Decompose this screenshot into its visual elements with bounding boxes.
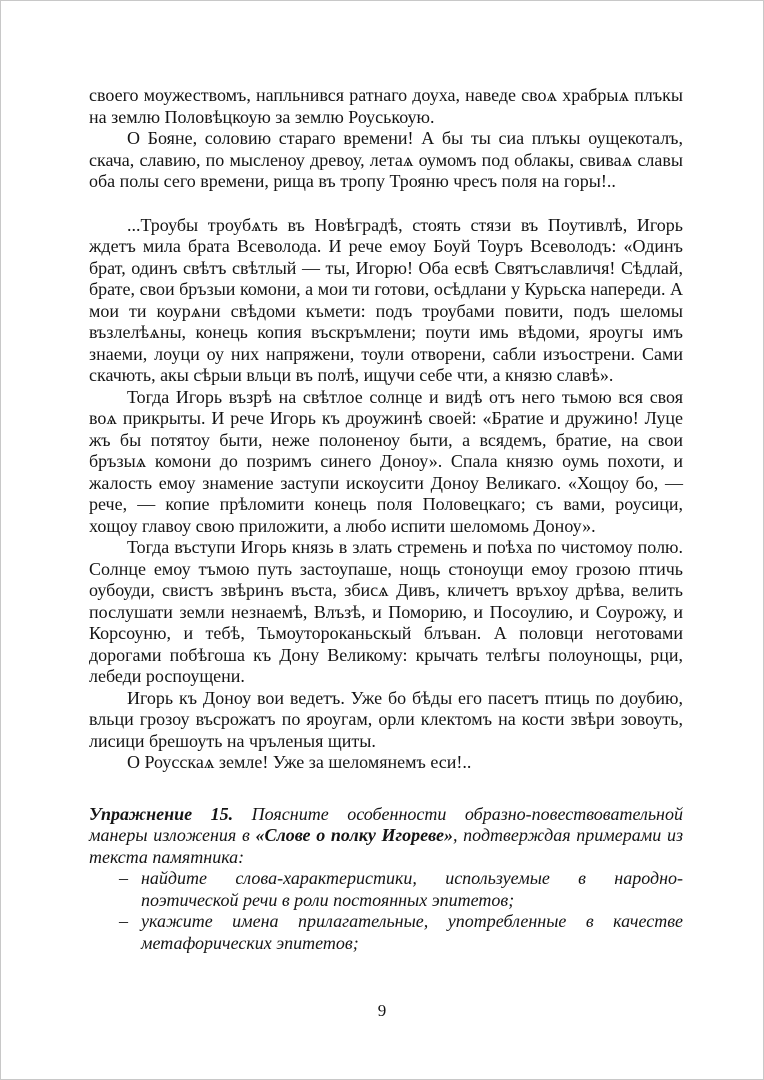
body-paragraph: ...Троубы троубѧть въ Новѣградѣ, стоять стязи въ Поутивлѣ, Игорь ждетъ мила брата Всеволода. И рече емоу Боуй Тоуръ Всеволодъ: «Одинъ брат, одинъ свѣтъ свѣтлый — ты, Игорю! Оба есвѣ Святъславличя! Сѣдлай, брате, свои бръзыи комони, а мои ти готови, осѣдлани у Курьска напереди. А мои ти коурѧни свѣдоми къмети: подъ троубами повити, подъ шеломы възлелѣѧны, конець копия въскръмлени; поути имь вѣдоми, яроугы имъ знаеми, лоуци оу них напряжени, тоули отворени, сабли изъострени. Сами скачють, акы сѣрыи вльци въ полѣ, ищучи себе чти, а князю славѣ». (89, 214, 683, 385)
body-paragraph: О Роусскаѧ земле! Уже за шеломянемъ еси!.. (127, 752, 472, 772)
body-paragraph: Тогда въступи Игорь князь в злать стремень и поѣха по чистомоу полю. Солнце емоу тъмою путь застоупаше, нощь стоноущи емоу грозою птичь оубоуди, свистъ звѣринъ въста, збисѧ Дивъ, кличетъ връхоу дрѣва, велить послушати земли незнаемѣ, Влъзѣ, и Поморию, и Посоулию, и Соурожу, и Корсоуню, и тебѣ, Тьмоутороканьскый блъван. А половци неготовами дорогами побѣгоша къ Дону Великому: крычать телѣгы полоунощы, рци, лебеди роспоущени. (89, 537, 683, 686)
dash-bullet: – (119, 911, 128, 931)
body-paragraph: Тогда Игорь възрѣ на свѣтлое солнце и видѣ отъ него тьмою вся своя воѧ прикрыты. И рече Игорь къ дроужинѣ своей: «Братие и дружино! Луце жъ бы потятоу быти, неже полоненоу быти, а всядемъ, братие, на свои бръзыѧ комони до позримъ синего Доноу». Спала князю оумь похоти, и жалость емоу знамение заступи искоусити Доноу Великаго. «Хощоу бо, — рече, — копие прѣломити конець поля Половецкаго; съ вами, роусици, хощоу главоу свою приложити, а любо испити шеломомь Доноу». (89, 386, 683, 536)
exercise-block (89, 804, 683, 955)
exercise-text-before: Поясните особенности образно-повествовательной манеры изложения в (89, 803, 683, 845)
exercise-text-after: , подтверждая примерами из текста памятника: (89, 825, 683, 867)
exercise-number: Упражнение 15. (89, 803, 234, 824)
body-paragraph: своего моужествомъ, напльнився ратнаго доуха, наведе своѧ храбрыѧ плъкы на землю Половѣцкоую за землю Роуськоую. (89, 85, 683, 127)
exercise-list-item (89, 868, 683, 911)
work-title: «Слове о полку Игореве» (255, 825, 453, 845)
page-number: 9 (377, 1001, 387, 1020)
exercise-list-item (89, 911, 683, 954)
body-paragraph: О Бояне, соловию стараго времени! А бы ты сиа плъкы оущекоталъ, скача, славию, по мысленоу древоу, летаѧ оумомъ под облакы, свиваѧ славы оба полы сего времени, рища въ тропу Трояню чресъ поля на горы!.. (89, 128, 683, 191)
body-paragraph: Игорь къ Доноу вои ведетъ. Уже бо бѣды его пасетъ птиць по доубию, вльци грозоу въсрожатъ по яроугам, орли клектомъ на кости звѣри зовоуть, лисици брешоуть на чръленыя щиты. (89, 687, 683, 751)
dash-bullet: – (119, 868, 128, 888)
exercise-intro (89, 804, 683, 869)
exercise-item-text: найдите слова-характеристики, используемые в народно-поэтической речи в роли постоянных эпитетов; (141, 868, 683, 910)
text-column (89, 85, 683, 954)
exercise-item-text: укажите имена прилагательные, употребленные в качестве метафорических эпитетов; (141, 911, 683, 953)
